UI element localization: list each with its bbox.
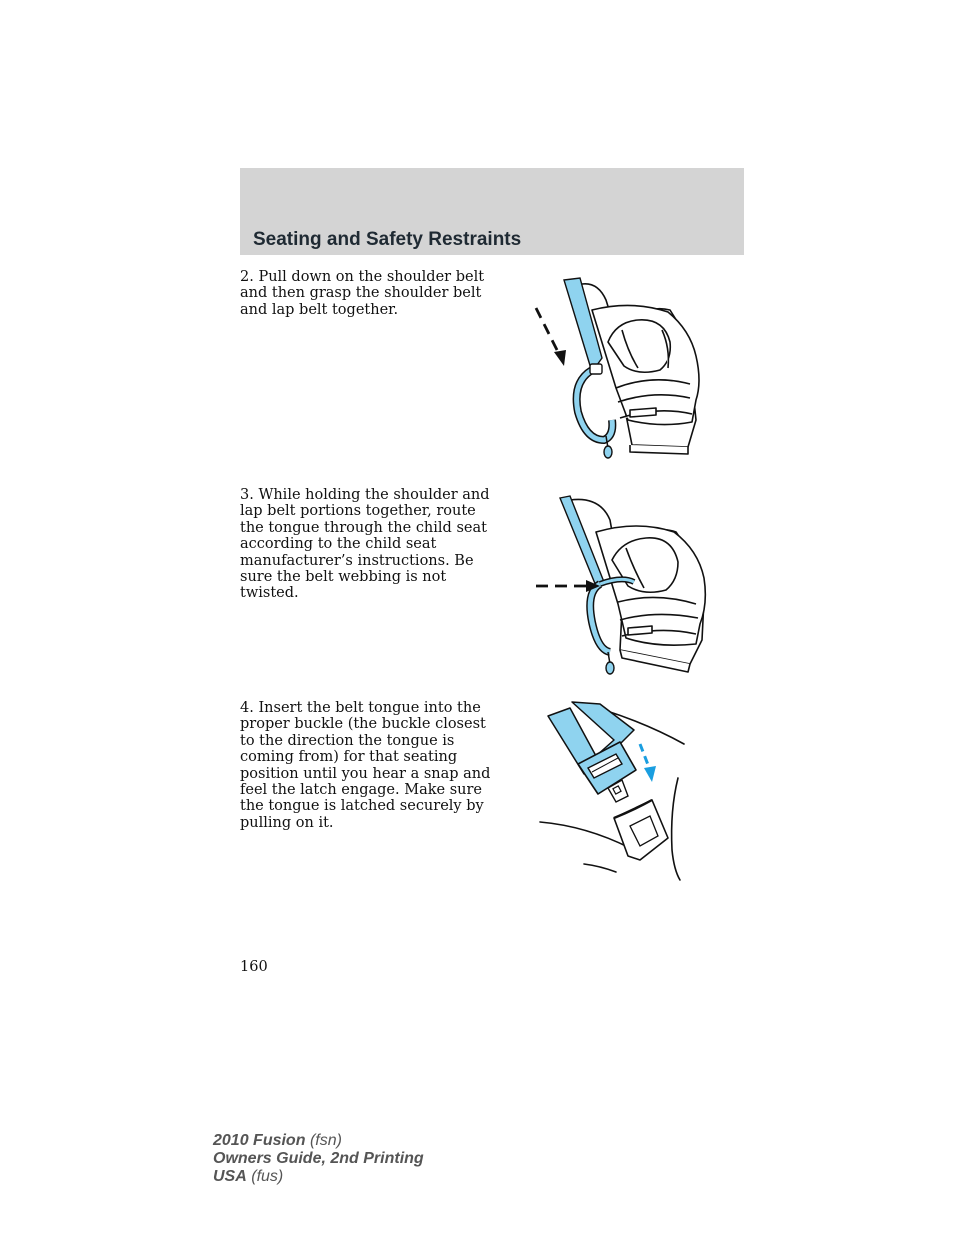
page-number: 160 <box>240 959 268 975</box>
step-3-text: 3. While holding the shoulder and lap belt portions together, route the tongue through the child seat according to the child seat manufacturer’s instructions. Be sure the belt webbing is not twisted. <box>240 487 490 602</box>
footer-line-2 <box>213 1150 424 1168</box>
footer-model: 2010 Fusion <box>213 1132 306 1149</box>
footer-guide: Owners Guide, 2nd Printing <box>213 1150 424 1167</box>
footer-line-3 <box>213 1168 424 1186</box>
footer-model-code: (fsn) <box>309 1132 342 1149</box>
footer-line-1 <box>213 1132 424 1150</box>
section-title: Seating and Safety Restraints <box>253 229 522 250</box>
step-2-text: 2. Pull down on the shoulder belt and then grasp the shoulder belt and lap belt together. <box>240 269 485 318</box>
child-seat-belt-route-illustration <box>530 492 720 680</box>
document-footer <box>213 1132 424 1186</box>
section-header <box>240 168 744 255</box>
belt-buckle-latch-illustration <box>538 700 688 890</box>
footer-region-code: (fus) <box>251 1168 284 1185</box>
child-seat-belt-pull-illustration <box>520 270 720 465</box>
step-4-text: 4. Insert the belt tongue into the proper buckle (the buckle closest to the direction the tongue is coming from) for that seating position until you hear a snap and feel the latch engage. Make sure the tongue is latched securely by pulling on it. <box>240 700 491 831</box>
footer-region: USA <box>213 1168 247 1185</box>
